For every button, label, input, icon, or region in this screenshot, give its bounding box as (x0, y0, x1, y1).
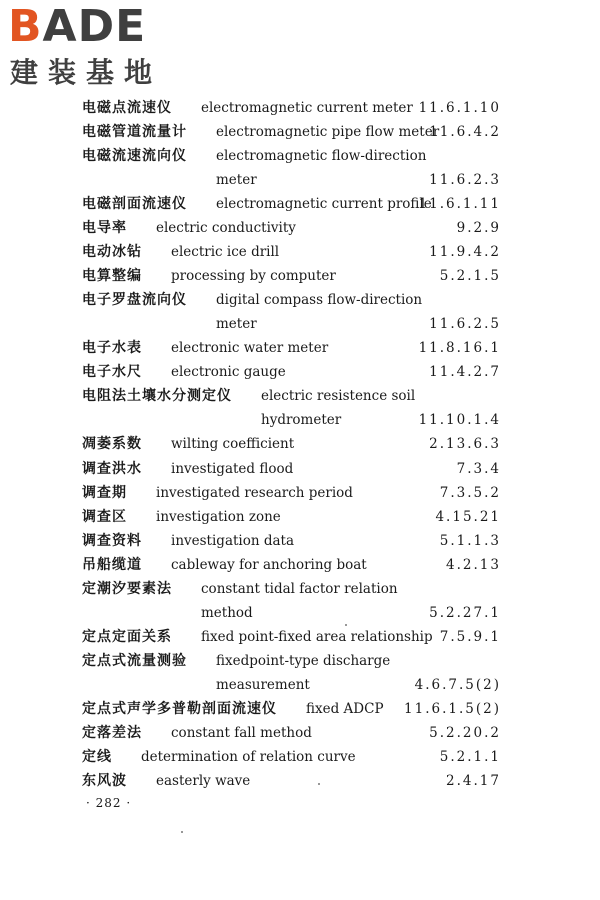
glossary-entry-continuation (0, 409, 600, 431)
entry-english-term: processing by computer (171, 268, 336, 284)
entry-chinese-term: 电子罗盘流向仪 (82, 292, 187, 308)
scan-speck (318, 783, 320, 785)
entry-english-term: electromagnetic flow-direction (216, 148, 427, 164)
entry-english-term: wilting coefficient (171, 436, 295, 452)
entry-english-term: electric conductivity (156, 220, 296, 236)
glossary-entry (0, 554, 600, 576)
entry-english-term: fixed ADCP (306, 701, 384, 717)
entry-english-term: electronic water meter (171, 340, 329, 356)
glossary-entry (0, 337, 600, 359)
glossary-entry (0, 361, 600, 383)
entry-chinese-term: 定线 (82, 749, 112, 765)
entry-chinese-term: 电磁流速流向仪 (82, 148, 187, 164)
scan-speck (345, 624, 347, 626)
glossary-entry (0, 458, 600, 480)
page-number: · 282 · (86, 796, 132, 810)
entry-section-ref: 7.3.5.2 (439, 485, 501, 501)
entry-english-term-continued: method (201, 605, 253, 621)
entry-english-term: cableway for anchoring boat (171, 557, 367, 573)
logo-accent-letter: B (8, 1, 43, 52)
entry-chinese-term: 电磁管道流量计 (82, 124, 187, 140)
entry-chinese-term: 定潮汐要素法 (82, 581, 172, 597)
entry-english-term: investigation zone (156, 509, 281, 525)
glossary-entry (0, 530, 600, 552)
glossary-entry (0, 650, 600, 672)
entry-english-term: electromagnetic pipe flow meter (216, 124, 440, 140)
glossary-entry (0, 698, 600, 720)
glossary-entry (0, 241, 600, 263)
entry-section-ref: 4.15.21 (435, 509, 501, 525)
glossary-entry (0, 578, 600, 600)
glossary-entry (0, 746, 600, 768)
entry-chinese-term: 吊船缆道 (82, 557, 142, 573)
entry-english-term: electronic gauge (171, 364, 286, 380)
entry-chinese-term: 调查资料 (82, 533, 142, 549)
entry-section-ref: 5.2.1.1 (439, 749, 501, 765)
entry-chinese-term: 电磁点流速仪 (82, 100, 172, 116)
entry-english-term-continued: hydrometer (261, 412, 342, 428)
entry-section-ref: 2.4.17 (446, 773, 501, 789)
entry-chinese-term: 凋萎系数 (82, 436, 142, 452)
glossary-entry (0, 722, 600, 744)
entry-chinese-term: 电子水表 (82, 340, 142, 356)
entry-section-ref: 7.5.9.1 (439, 629, 501, 645)
entry-chinese-term: 电磁剖面流速仪 (82, 196, 187, 212)
glossary-entry (0, 265, 600, 287)
glossary-entry (0, 289, 600, 311)
entry-english-term: determination of relation curve (141, 749, 356, 765)
entry-english-term: electric resistence soil (261, 388, 416, 404)
glossary-entry (0, 145, 600, 167)
entry-english-term: investigated flood (171, 461, 294, 477)
entry-chinese-term: 定落差法 (82, 725, 142, 741)
entry-english-term: constant tidal factor relation (201, 581, 398, 597)
entry-english-term: fixedpoint-type discharge (216, 653, 391, 669)
entry-section-ref: 11.9.4.2 (429, 244, 501, 260)
entry-chinese-term: 调查区 (82, 509, 127, 525)
entry-section-ref: 2.13.6.3 (429, 436, 501, 452)
glossary-entry-continuation (0, 313, 600, 335)
glossary-entry (0, 385, 600, 407)
entry-chinese-term: 电子水尺 (82, 364, 142, 380)
glossary-entry-continuation (0, 674, 600, 696)
entry-section-ref: 11.6.2.5 (429, 316, 501, 332)
entry-chinese-term: 电导率 (82, 220, 127, 236)
entry-section-ref: 11.10.1.4 (418, 412, 501, 428)
entry-english-term: easterly wave (156, 773, 251, 789)
logo-subtitle: 建装基地 (10, 56, 163, 89)
glossary-entry (0, 433, 600, 455)
glossary-entry (0, 482, 600, 504)
entry-section-ref: 11.8.16.1 (418, 340, 501, 356)
glossary-entry (0, 97, 600, 119)
entry-section-ref: 11.4.2.7 (429, 364, 501, 380)
entry-english-term-continued: meter (216, 172, 257, 188)
entry-chinese-term: 定点式流量测验 (82, 653, 187, 669)
entry-chinese-term: 定点定面关系 (82, 629, 172, 645)
entry-section-ref: 11.6.2.3 (429, 172, 501, 188)
entry-english-term: fixed point-fixed area relationship (201, 629, 433, 645)
entry-english-term-continued: measurement (216, 677, 310, 693)
glossary-entry (0, 121, 600, 143)
entry-english-term: investigated research period (156, 485, 353, 501)
entry-section-ref: 11.6.1.5(2) (404, 701, 501, 717)
glossary-entry (0, 217, 600, 239)
entry-section-ref: 5.2.1.5 (439, 268, 501, 284)
entry-chinese-term: 电算整编 (82, 268, 142, 284)
entry-english-term: electromagnetic current profile (216, 196, 432, 212)
entry-section-ref: 5.2.27.1 (429, 605, 501, 621)
entry-english-term: investigation data (171, 533, 295, 549)
entry-chinese-term: 东风波 (82, 773, 127, 789)
entry-chinese-term: 电动冰钻 (82, 244, 142, 260)
glossary-entry-continuation (0, 169, 600, 191)
entry-english-term: electric ice drill (171, 244, 280, 260)
glossary-entry (0, 193, 600, 215)
scan-speck (181, 831, 183, 833)
glossary-entry (0, 770, 600, 792)
logo-wordmark-rest: ADE (42, 1, 147, 52)
entry-section-ref: 7.3.4 (456, 461, 501, 477)
entry-chinese-term: 电阻法土壤水分测定仪 (82, 388, 232, 404)
entry-chinese-term: 调查期 (82, 485, 127, 501)
entry-english-term-continued: meter (216, 316, 257, 332)
entry-section-ref: 4.2.13 (446, 557, 501, 573)
entry-chinese-term: 调查洪水 (82, 461, 142, 477)
glossary-entry-continuation (0, 602, 600, 624)
entry-section-ref: 5.2.20.2 (429, 725, 501, 741)
entry-section-ref: 4.6.7.5(2) (414, 677, 501, 693)
entry-english-term: digital compass flow-direction (216, 292, 423, 308)
entry-section-ref: 11.6.1.11 (418, 196, 501, 212)
glossary-entry (0, 626, 600, 648)
entry-english-term: electromagnetic current meter (201, 100, 413, 116)
glossary-entry (0, 506, 600, 528)
entry-section-ref: 11.6.1.10 (418, 100, 501, 116)
entry-section-ref: 5.1.1.3 (439, 533, 501, 549)
entry-section-ref: 9.2.9 (456, 220, 501, 236)
entry-chinese-term: 定点式声学多普勒剖面流速仪 (82, 701, 277, 717)
entry-english-term: constant fall method (171, 725, 312, 741)
entry-section-ref: 11.6.4.2 (429, 124, 501, 140)
